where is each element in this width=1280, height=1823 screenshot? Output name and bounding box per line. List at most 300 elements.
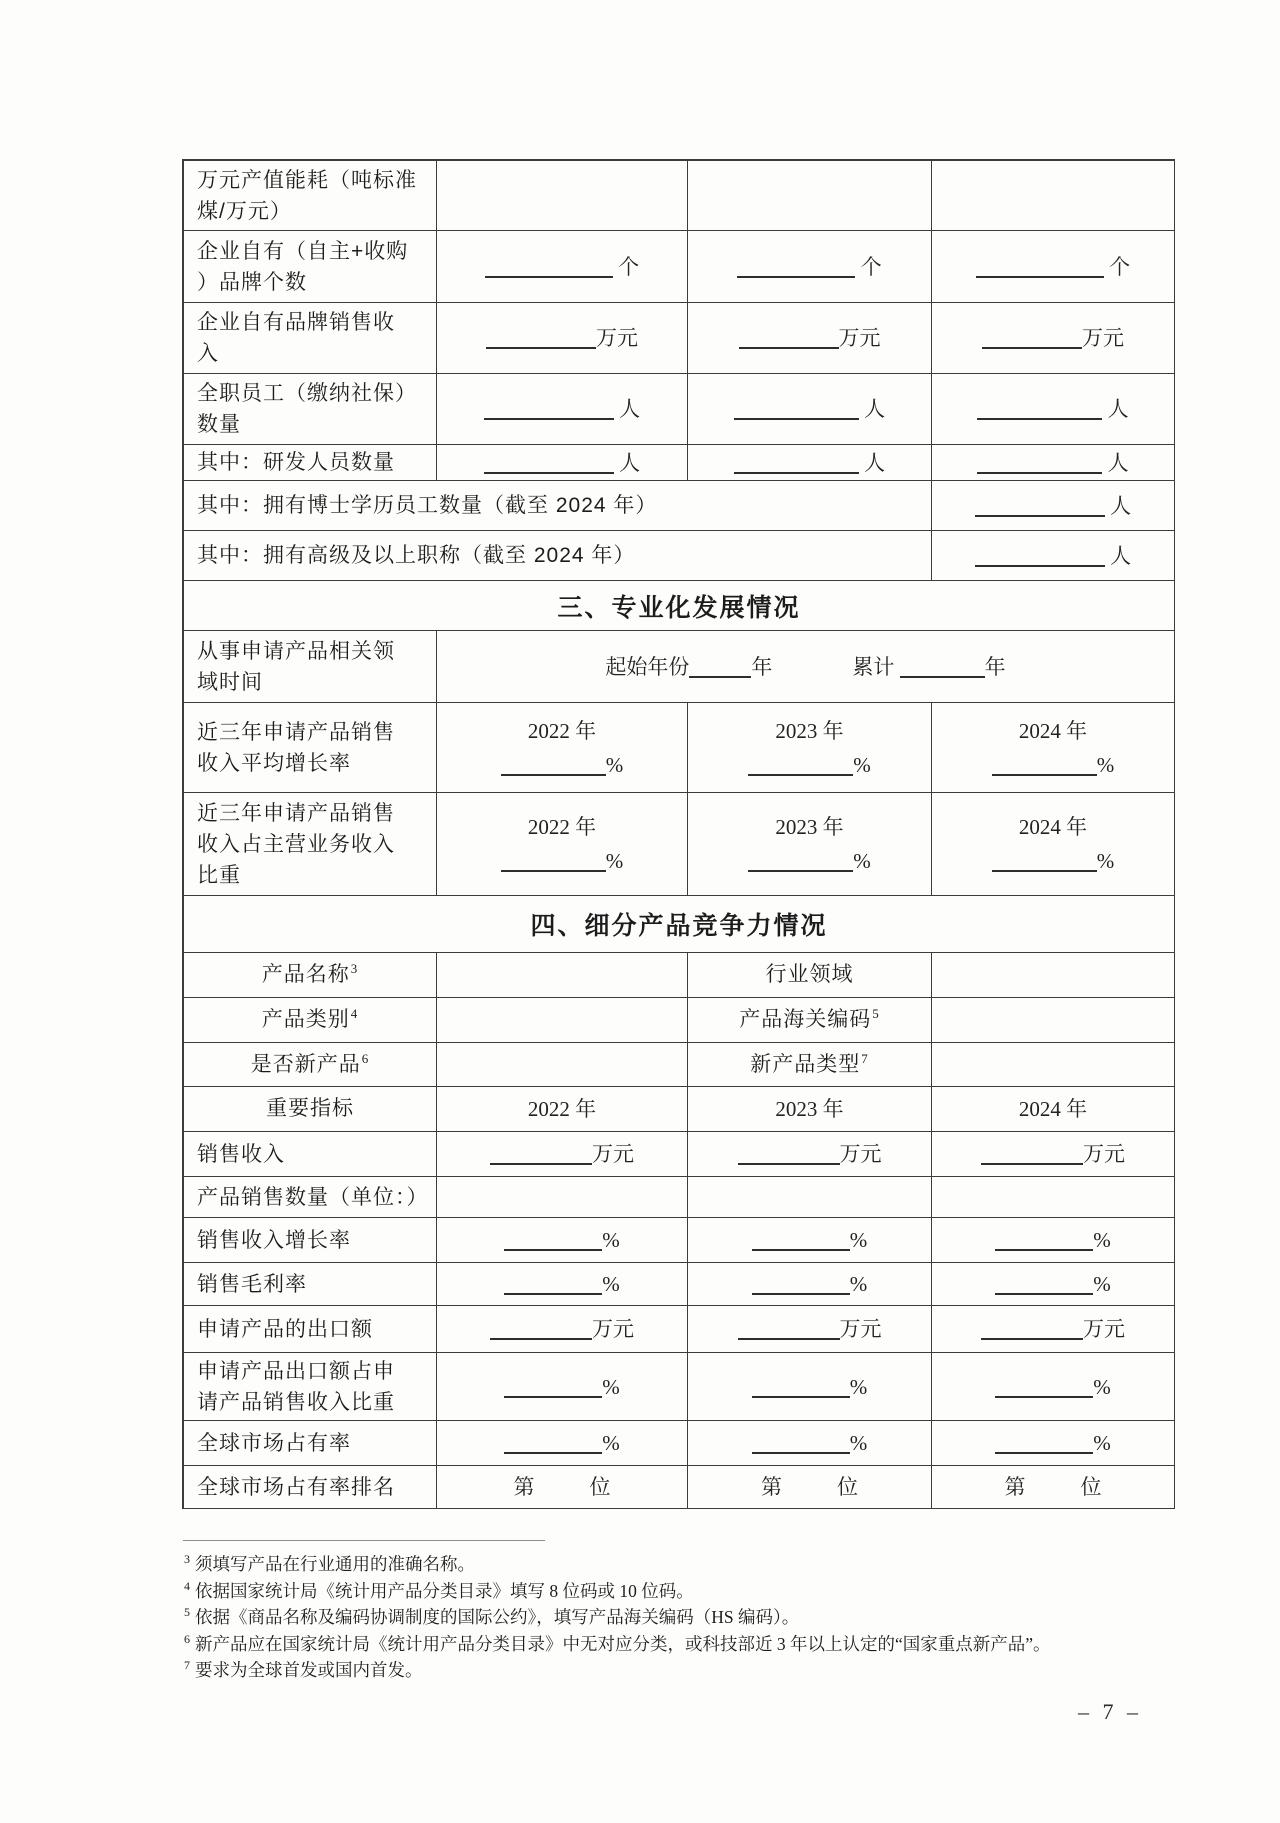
cell-text: 企业自有品牌销售收 bbox=[197, 311, 395, 334]
fill-in-blank bbox=[995, 1231, 1093, 1251]
fill-in-blank bbox=[992, 852, 1097, 872]
cell-text: % bbox=[1093, 1431, 1111, 1455]
cell-text: % bbox=[853, 752, 871, 777]
cell-content bbox=[184, 1005, 436, 1035]
cell-text: 万元 bbox=[1082, 326, 1124, 350]
cell-text: 其中：拥有博士学历员工数量（截至 2024 年） bbox=[197, 494, 658, 517]
cell-content bbox=[197, 307, 430, 369]
cell-content bbox=[197, 1314, 430, 1345]
cell-content bbox=[932, 810, 1174, 878]
fill-cell bbox=[437, 1306, 688, 1353]
cell-content bbox=[932, 1267, 1174, 1301]
fill-cell bbox=[932, 1421, 1175, 1466]
cell-text: 四、细分产品竞争力情况 bbox=[530, 912, 828, 940]
fill-cell bbox=[437, 1043, 688, 1087]
fill-in-blank bbox=[501, 852, 606, 872]
cell-content bbox=[932, 446, 1174, 480]
cell-text: 全职员工（缴纳社保） bbox=[197, 382, 417, 405]
cell-text: 万元 bbox=[839, 1317, 882, 1341]
fill-cell bbox=[688, 1218, 932, 1263]
section-header bbox=[184, 896, 1175, 953]
cell-text: % bbox=[605, 849, 624, 873]
footnote-number: 7 bbox=[184, 1658, 190, 1673]
fill-cell bbox=[437, 1353, 688, 1421]
cell-content bbox=[197, 447, 430, 478]
cell-content bbox=[437, 250, 687, 284]
cell-text: 比重 bbox=[197, 863, 241, 887]
cell-content bbox=[197, 165, 430, 227]
cell-content bbox=[932, 392, 1174, 426]
row-label bbox=[184, 231, 437, 303]
cell-text: 收入占主营业务收入 bbox=[197, 832, 395, 856]
cell-content bbox=[197, 540, 925, 571]
cell-text: % bbox=[602, 1228, 620, 1252]
fill-cell bbox=[688, 303, 932, 374]
cell-text: 其中：研发人员数量 bbox=[197, 451, 395, 474]
footnote-text: 依据国家统计局《统计用产品分类目录》填写 8 位码或 10 位码。 bbox=[195, 1580, 694, 1601]
row-label bbox=[184, 303, 437, 374]
cell-content bbox=[197, 236, 430, 298]
fill-in-blank bbox=[501, 756, 606, 776]
footnote-text: 新产品应在国家统计局《统计用产品分类目录》中无对应分类，或科技部近 3 年以上认定的“国家重点新产品”。 bbox=[195, 1633, 1051, 1654]
cell-text: 第 bbox=[761, 1475, 782, 1499]
cell-text: 个 bbox=[1103, 254, 1131, 279]
cell-text: 销售收入增长率 bbox=[197, 1228, 351, 1252]
cell-text: 人 bbox=[1102, 450, 1129, 475]
cell-content bbox=[184, 1050, 436, 1080]
cell-content bbox=[688, 1312, 931, 1346]
fill-cell bbox=[932, 231, 1175, 303]
cell-text: 新产品类型 bbox=[750, 1052, 861, 1076]
footnote-text: 要求为全球首发或国内首发。 bbox=[195, 1660, 423, 1680]
table-row bbox=[184, 793, 1175, 896]
cell-content bbox=[437, 1426, 687, 1460]
cell-content bbox=[437, 1312, 687, 1346]
cell-content bbox=[437, 1223, 687, 1257]
fill-cell bbox=[932, 1263, 1175, 1306]
cell-text: 位 bbox=[589, 1475, 611, 1499]
cell-content bbox=[932, 1426, 1174, 1460]
table-row bbox=[184, 1353, 1175, 1421]
cell-content bbox=[932, 1370, 1174, 1404]
table-row bbox=[184, 531, 1175, 581]
footnote bbox=[183, 1657, 1198, 1684]
fill-cell bbox=[688, 1466, 932, 1509]
cell-text: 销售毛利率 bbox=[197, 1272, 307, 1296]
cell-text: 2024 年 bbox=[1018, 815, 1088, 839]
cell-text: 年 bbox=[984, 654, 1006, 679]
fill-in-blank bbox=[485, 258, 613, 278]
fill-cell bbox=[437, 445, 688, 481]
row-label bbox=[184, 1421, 437, 1466]
cell-text: 销售收入 bbox=[197, 1142, 285, 1166]
cell-text: 2024 年 bbox=[1018, 718, 1088, 743]
fill-cell bbox=[932, 1043, 1175, 1087]
fill-in-blank bbox=[738, 1320, 840, 1340]
fill-in-blank bbox=[689, 658, 751, 678]
fill-in-blank bbox=[737, 258, 855, 278]
cell-content bbox=[688, 392, 931, 426]
fill-in-blank bbox=[995, 1378, 1093, 1398]
cell-text: % bbox=[849, 1272, 868, 1296]
cell-content bbox=[437, 1092, 687, 1126]
fill-in-blank bbox=[734, 454, 859, 474]
fill-in-blank bbox=[752, 1275, 850, 1295]
fill-cell bbox=[688, 1421, 932, 1466]
cell-text: 2023 年 bbox=[775, 718, 844, 743]
table-row bbox=[184, 703, 1175, 793]
fill-in-blank bbox=[748, 756, 853, 776]
cell-text: 域时间 bbox=[197, 670, 263, 694]
fill-cell bbox=[437, 703, 688, 793]
fill-cell bbox=[688, 1353, 932, 1421]
table-row bbox=[184, 1263, 1175, 1306]
cell-text: 煤/万元） bbox=[197, 199, 292, 223]
fill-cell bbox=[932, 793, 1175, 896]
fill-in-blank bbox=[981, 1320, 1083, 1340]
fill-cell bbox=[437, 1263, 688, 1306]
cell-content bbox=[197, 378, 430, 440]
row-label bbox=[184, 1218, 437, 1263]
fill-cell bbox=[932, 1353, 1175, 1421]
cell-content bbox=[688, 1267, 931, 1301]
cell-text: 人 bbox=[613, 397, 641, 421]
cell-text: 全球市场占有率排名 bbox=[197, 1475, 395, 1499]
cell-text: 万元 bbox=[592, 1317, 634, 1341]
cell-text: % bbox=[602, 1374, 620, 1399]
fill-cell bbox=[688, 1087, 932, 1132]
footnote-number: 4 bbox=[184, 1578, 190, 1593]
cell-text: % bbox=[849, 1431, 868, 1455]
table-row bbox=[184, 1218, 1175, 1263]
cell-text: 入 bbox=[197, 342, 219, 365]
cell-content bbox=[688, 1223, 931, 1257]
row-label bbox=[688, 998, 932, 1043]
cell-text: 人 bbox=[613, 450, 641, 475]
fill-in-blank bbox=[734, 400, 859, 420]
table-row bbox=[184, 161, 1175, 231]
cell-text: 人 bbox=[1102, 397, 1129, 421]
cell-content bbox=[932, 1223, 1174, 1257]
cell-text: 从事申请产品相关领 bbox=[197, 639, 395, 663]
fill-cell bbox=[688, 231, 932, 303]
cell-text: 第 bbox=[513, 1475, 535, 1499]
fill-cell bbox=[932, 445, 1175, 481]
table-row bbox=[184, 1177, 1175, 1218]
cell-content bbox=[688, 960, 931, 990]
fill-in-blank bbox=[752, 1434, 850, 1454]
fill-in-blank bbox=[504, 1275, 602, 1295]
fill-cell bbox=[688, 793, 932, 896]
table-row bbox=[184, 1132, 1175, 1177]
fill-cell bbox=[437, 1177, 688, 1218]
row-label bbox=[184, 1263, 437, 1306]
cell-content bbox=[197, 1356, 430, 1418]
cell-text: 产品海关编码 bbox=[739, 1008, 872, 1031]
fill-cell bbox=[437, 953, 688, 998]
cell-text: 近三年申请产品销售 bbox=[197, 801, 395, 825]
cell-content bbox=[197, 798, 430, 891]
cell-content bbox=[437, 1370, 687, 1404]
fill-cell bbox=[437, 231, 688, 303]
cell-content bbox=[688, 1426, 931, 1460]
footnote-number: 5 bbox=[184, 1605, 190, 1620]
cell-text: 产品类别 bbox=[261, 1008, 350, 1031]
fill-in-blank bbox=[976, 258, 1104, 278]
cell-content bbox=[932, 1470, 1174, 1504]
fill-cell bbox=[688, 161, 932, 231]
fill-in-blank bbox=[977, 400, 1102, 420]
cell-text: 万元 bbox=[1083, 1142, 1125, 1166]
cell-text: 2022 年 bbox=[527, 718, 597, 743]
footnote bbox=[183, 1578, 1198, 1605]
row-label bbox=[184, 998, 437, 1043]
fill-cell bbox=[437, 1218, 688, 1263]
page-number: – 7 – bbox=[1078, 1699, 1142, 1724]
cell-text: 人 bbox=[1104, 493, 1132, 518]
fill-in-blank bbox=[486, 329, 596, 349]
footnotes bbox=[183, 1540, 1198, 1684]
cell-content bbox=[184, 906, 1174, 942]
cell-text: 累计 bbox=[852, 654, 900, 679]
cell-content bbox=[932, 1092, 1174, 1126]
cell-text: 位 bbox=[1080, 1475, 1102, 1499]
fill-cell bbox=[437, 1087, 688, 1132]
fill-cell bbox=[688, 445, 932, 481]
spacer bbox=[782, 1493, 837, 1494]
fill-in-blank bbox=[992, 756, 1097, 776]
cell-text: 万元 bbox=[839, 1142, 882, 1166]
fill-in-blank bbox=[900, 658, 985, 678]
fill-cell bbox=[437, 631, 1175, 703]
fill-cell bbox=[688, 1177, 932, 1218]
fill-cell bbox=[932, 703, 1175, 793]
row-label bbox=[688, 1043, 932, 1087]
cell-text: % bbox=[1096, 849, 1115, 873]
cell-text: 申请产品出口额占申 bbox=[197, 1359, 395, 1383]
form-table bbox=[182, 159, 1175, 1509]
fill-cell bbox=[932, 374, 1175, 445]
cell-text: 近三年申请产品销售 bbox=[197, 720, 395, 744]
cell-text: 三、专业化发展情况 bbox=[557, 593, 801, 622]
fill-cell bbox=[932, 161, 1175, 231]
cell-content bbox=[437, 321, 687, 355]
cell-text: 产品销售数量（单位：） bbox=[197, 1185, 429, 1209]
cell-text: % bbox=[849, 1374, 868, 1399]
fill-cell bbox=[932, 531, 1175, 581]
fill-in-blank bbox=[484, 400, 614, 420]
cell-text: 人 bbox=[858, 450, 886, 475]
footnote-ref: 6 bbox=[361, 1050, 370, 1066]
cell-text: 人 bbox=[1104, 543, 1132, 568]
cell-content bbox=[932, 1137, 1174, 1171]
footnote bbox=[183, 1631, 1198, 1658]
cell-text: 数量 bbox=[197, 413, 241, 436]
cell-content bbox=[437, 810, 687, 878]
cell-text: 个 bbox=[855, 254, 882, 279]
footnote-separator-rule bbox=[183, 1540, 545, 1541]
cell-text: 万元 bbox=[596, 326, 638, 350]
fill-cell bbox=[437, 793, 688, 896]
fill-cell bbox=[932, 953, 1175, 998]
cell-text: 请产品销售收入比重 bbox=[197, 1390, 395, 1414]
cell-content bbox=[688, 250, 931, 284]
cell-content bbox=[688, 1005, 931, 1035]
fill-cell bbox=[688, 1306, 932, 1353]
row-label bbox=[184, 953, 437, 998]
cell-text: 其中：拥有高级及以上职称（截至 2024 年） bbox=[197, 544, 636, 567]
fill-in-blank bbox=[752, 1231, 850, 1251]
row-label bbox=[184, 481, 932, 531]
cell-content bbox=[197, 490, 925, 521]
fill-in-blank bbox=[490, 1145, 592, 1165]
fill-cell bbox=[932, 1177, 1175, 1218]
row-label bbox=[184, 1087, 437, 1132]
footnote-number: 6 bbox=[184, 1631, 190, 1646]
cell-text: % bbox=[1093, 1228, 1111, 1252]
cell-text: 收入平均增长率 bbox=[197, 751, 351, 775]
cell-text: 2023 年 bbox=[775, 1097, 844, 1121]
table-row bbox=[184, 998, 1175, 1043]
cell-content bbox=[688, 1050, 931, 1080]
cell-content bbox=[932, 1312, 1174, 1346]
row-label bbox=[184, 1043, 437, 1087]
cell-text: % bbox=[1093, 1374, 1111, 1399]
cell-text: % bbox=[1093, 1272, 1111, 1296]
cell-text: 申请产品的出口额 bbox=[197, 1317, 373, 1341]
cell-text: % bbox=[602, 1272, 620, 1296]
cell-text: 人 bbox=[858, 397, 886, 421]
fill-cell bbox=[932, 1132, 1175, 1177]
cell-content bbox=[688, 810, 931, 878]
table-row bbox=[184, 1421, 1175, 1466]
fill-cell bbox=[932, 481, 1175, 531]
table-row bbox=[184, 374, 1175, 445]
cell-text: 全球市场占有率 bbox=[197, 1431, 351, 1455]
cell-content bbox=[437, 650, 1174, 684]
row-label bbox=[184, 703, 437, 793]
cell-text: 起始年份 bbox=[605, 654, 690, 679]
fill-cell bbox=[437, 1132, 688, 1177]
footnote-number: 3 bbox=[184, 1552, 190, 1567]
fill-in-blank bbox=[995, 1434, 1093, 1454]
fill-in-blank bbox=[504, 1378, 602, 1398]
cell-content bbox=[932, 250, 1174, 284]
cell-content bbox=[197, 1428, 430, 1459]
footnote bbox=[183, 1551, 1198, 1578]
cell-content bbox=[184, 1094, 436, 1124]
cell-text: % bbox=[605, 752, 624, 777]
cell-content bbox=[688, 321, 931, 355]
fill-cell bbox=[688, 1132, 932, 1177]
table-row bbox=[184, 631, 1175, 703]
footnote-list bbox=[183, 1551, 1198, 1684]
cell-text: 重要指标 bbox=[266, 1097, 354, 1120]
table-row bbox=[184, 1043, 1175, 1087]
fill-in-blank bbox=[490, 1320, 592, 1340]
table-row bbox=[184, 953, 1175, 998]
cell-content bbox=[184, 588, 1174, 624]
footnote bbox=[183, 1604, 1198, 1631]
cell-text: 万元产值能耗（吨标准 bbox=[197, 168, 417, 192]
footnote-text: 须填写产品在行业通用的准确名称。 bbox=[195, 1554, 475, 1574]
cell-text: 2023 年 bbox=[775, 815, 844, 839]
cell-content bbox=[437, 714, 687, 782]
cell-text: % bbox=[849, 1228, 868, 1252]
row-label bbox=[184, 531, 932, 581]
fill-in-blank bbox=[975, 497, 1105, 517]
row-label bbox=[184, 1132, 437, 1177]
footnote-ref: 4 bbox=[350, 1006, 359, 1021]
cell-content bbox=[197, 1182, 430, 1213]
cell-text: 年 bbox=[751, 654, 773, 679]
row-label bbox=[184, 161, 437, 231]
cell-content bbox=[437, 446, 687, 480]
cell-text: % bbox=[1096, 752, 1115, 777]
fill-cell bbox=[437, 1421, 688, 1466]
fill-in-blank bbox=[982, 329, 1082, 349]
fill-cell bbox=[437, 374, 688, 445]
cell-text: 2022 年 bbox=[527, 815, 597, 839]
fill-in-blank bbox=[977, 454, 1102, 474]
fill-in-blank bbox=[975, 547, 1105, 567]
table-row bbox=[184, 1087, 1175, 1132]
fill-in-blank bbox=[504, 1231, 602, 1251]
spacer bbox=[1026, 1493, 1081, 1494]
fill-in-blank bbox=[752, 1378, 850, 1398]
fill-cell bbox=[932, 1218, 1175, 1263]
cell-content bbox=[437, 1267, 687, 1301]
cell-content bbox=[688, 714, 931, 782]
fill-in-blank bbox=[738, 1145, 840, 1165]
table-row bbox=[184, 581, 1175, 631]
cell-content bbox=[932, 321, 1174, 355]
footnote-ref: 3 bbox=[350, 961, 359, 976]
cell-content bbox=[688, 1137, 931, 1171]
section-header bbox=[184, 581, 1175, 631]
cell-text: 产品名称 bbox=[261, 963, 350, 986]
cell-content bbox=[688, 1370, 931, 1404]
fill-in-blank bbox=[504, 1434, 602, 1454]
fill-cell bbox=[688, 703, 932, 793]
cell-content bbox=[437, 1470, 687, 1504]
spacer bbox=[772, 673, 852, 674]
cell-content bbox=[688, 1092, 931, 1126]
fill-cell bbox=[688, 1263, 932, 1306]
spacer bbox=[535, 1493, 590, 1494]
fill-cell bbox=[437, 161, 688, 231]
cell-content bbox=[688, 1470, 931, 1504]
fill-cell bbox=[932, 1306, 1175, 1353]
cell-text: 万元 bbox=[1083, 1317, 1125, 1341]
cell-text: 2022 年 bbox=[527, 1097, 597, 1121]
footnote-ref: 5 bbox=[872, 1006, 880, 1021]
fill-in-blank bbox=[981, 1145, 1083, 1165]
cell-text: 万元 bbox=[838, 326, 881, 350]
fill-cell bbox=[688, 374, 932, 445]
table-row bbox=[184, 481, 1175, 531]
cell-text: % bbox=[602, 1431, 620, 1455]
cell-content bbox=[197, 1472, 430, 1503]
cell-content bbox=[932, 539, 1174, 573]
row-label bbox=[184, 793, 437, 896]
cell-text: 2024 年 bbox=[1018, 1097, 1088, 1121]
row-label bbox=[184, 631, 437, 703]
table-row bbox=[184, 231, 1175, 303]
cell-text: 行业领域 bbox=[765, 963, 854, 986]
cell-content bbox=[437, 392, 687, 426]
cell-text: ）品牌个数 bbox=[197, 270, 307, 294]
